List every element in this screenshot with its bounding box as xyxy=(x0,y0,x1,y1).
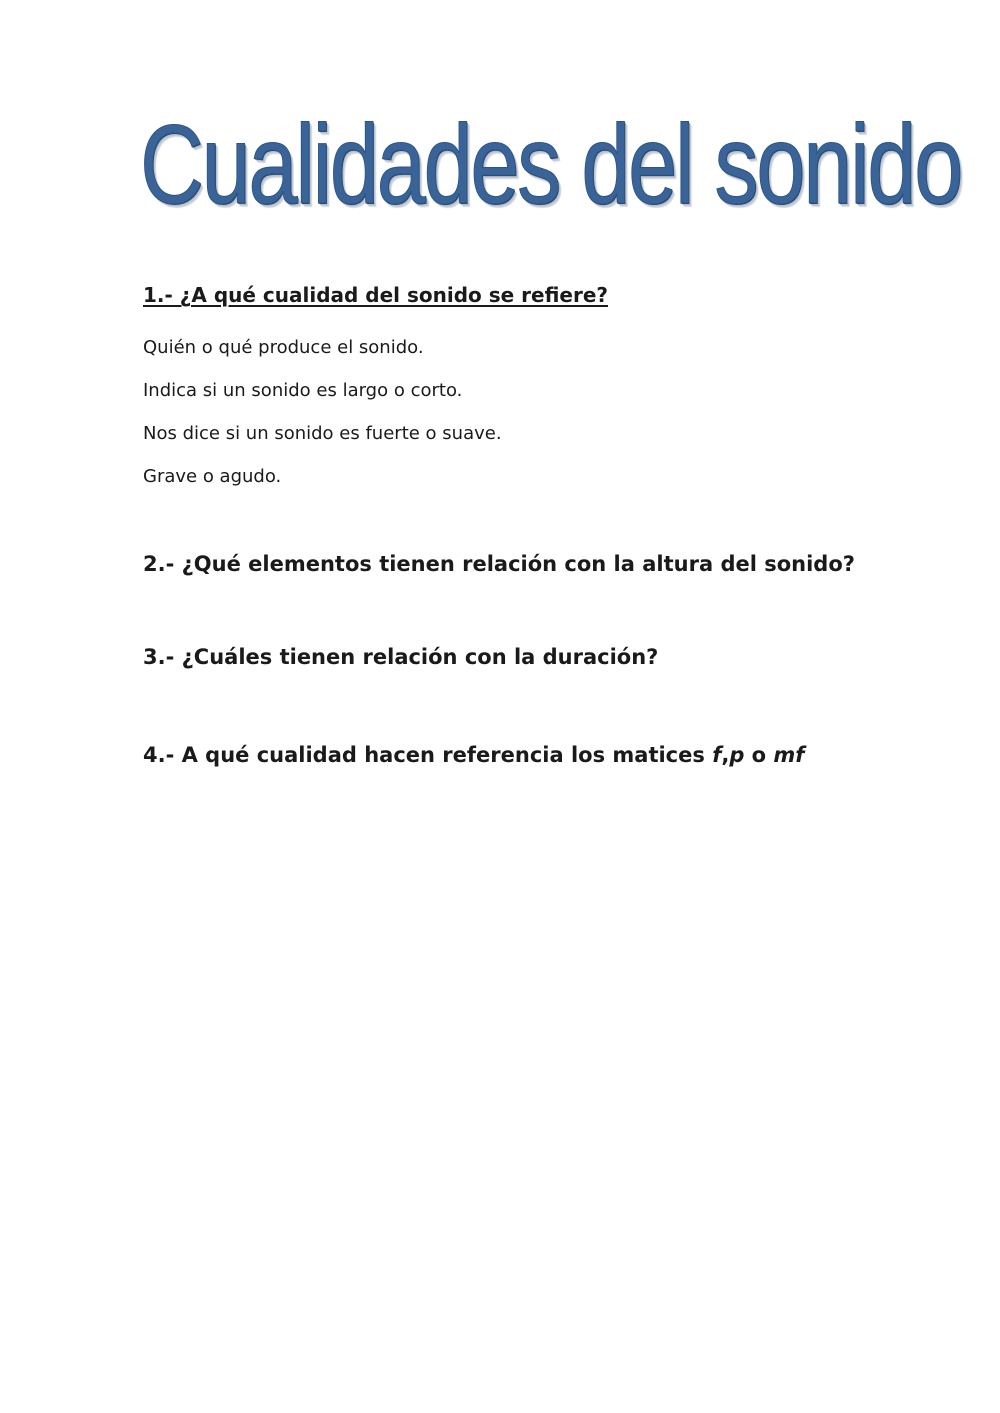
page-title: Cualidades del sonido xyxy=(140,102,961,227)
question-2-heading: 2.- ¿Qué elementos tienen relación con la altura del sonido? xyxy=(143,552,855,576)
list-item: Indica si un sonido es largo o corto. xyxy=(143,380,463,401)
question-4-prefix: 4.- A qué cualidad hacen referencia los matices xyxy=(143,743,713,767)
term-separator: , xyxy=(721,743,730,767)
term-mf: mf xyxy=(773,743,805,767)
list-item: Grave o agudo. xyxy=(143,466,282,487)
question-3-heading: 3.- ¿Cuáles tienen relación con la duración? xyxy=(143,645,659,669)
term-connector: o xyxy=(744,743,774,767)
list-item: Nos dice si un sonido es fuerte o suave. xyxy=(143,423,502,444)
question-1-heading: 1.- ¿A qué cualidad del sonido se refiere? xyxy=(143,283,609,307)
question-1-items xyxy=(143,334,502,506)
list-item: Quién o qué produce el sonido. xyxy=(143,337,424,358)
term-p: p xyxy=(729,743,745,767)
term-f: f xyxy=(712,743,722,767)
question-4-heading xyxy=(143,743,804,767)
